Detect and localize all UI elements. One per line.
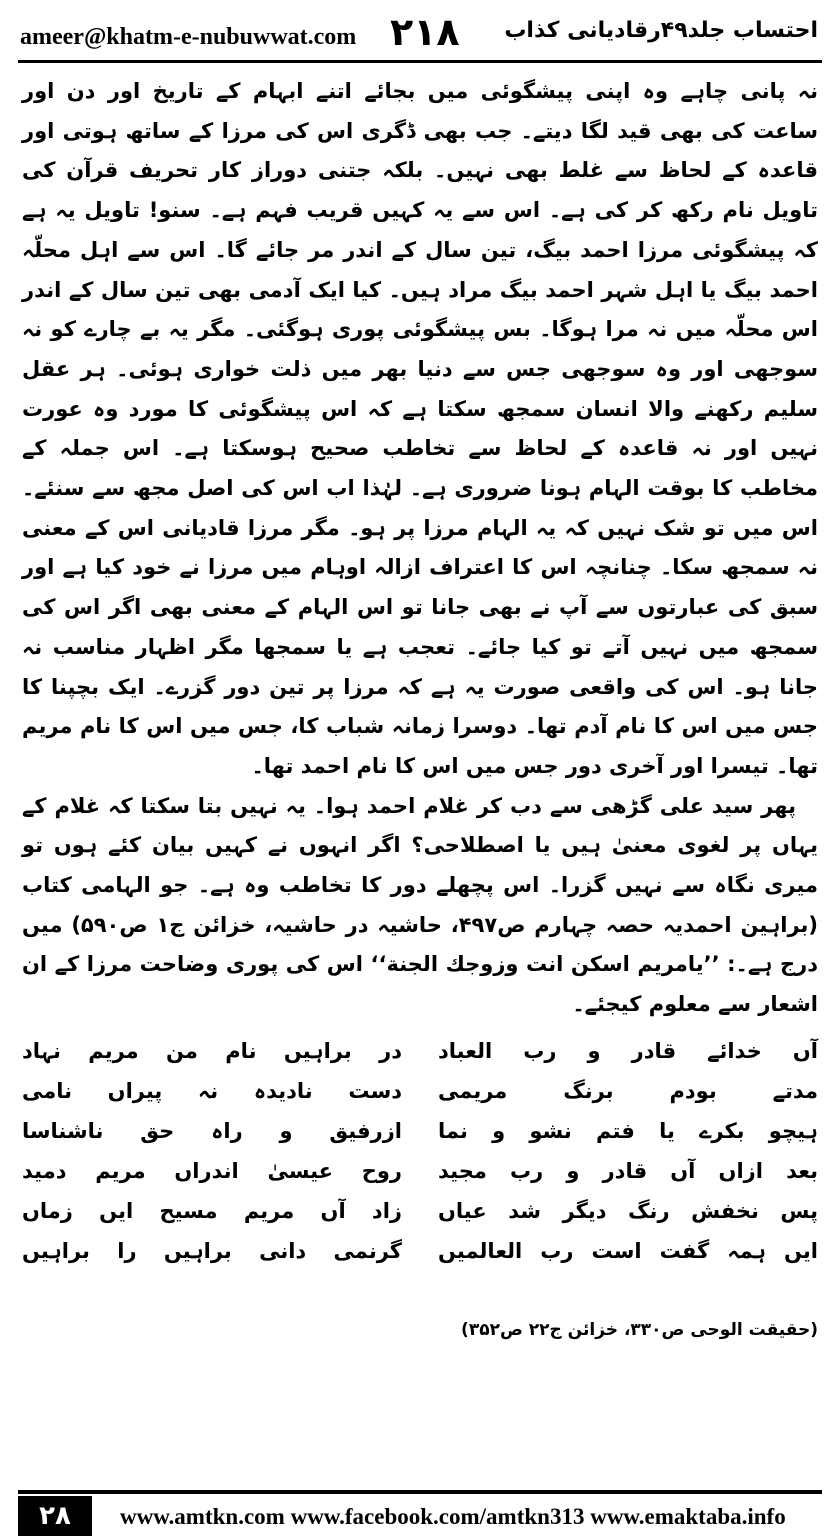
verse-line: مدتے بودم برنگ مریمی [438, 1078, 818, 1103]
header-divider [18, 60, 822, 63]
verses-right-column [438, 1031, 818, 1271]
footer-divider [18, 1490, 822, 1494]
poem-verses [22, 1031, 818, 1311]
verse-line: ازرفیق و راہ حق ناشناسا [22, 1118, 402, 1143]
header-email: ameer@khatm-e-nubuwwat.com [20, 24, 357, 50]
verse-reference: (حقیقت الوحی ص۳۳۰، خزائن ج۲۲ ص۳۵۲) [461, 1319, 818, 1340]
verse-line: آں خدائے قادر و رب العباد [438, 1038, 818, 1063]
paragraph-2: پھر سید علی گڑھی سے دب کر غلام احمد ہوا۔ یہ نہیں بتا سکتا کہ غلام کے یہاں پر لغوی معنیٰ ہیں یا اصطلاحی؟ اگر انہوں نے کہیں بیان کئے ہوں تو میری نگاہ سے نہیں گزرا۔ اس پچھلے دور کا تخاطب وہ ہے۔ جو الہامی کتاب (براہین احمدیہ حصہ چہارم ص۴۹۷، حاشیہ در حاشیہ، خزائن ج۱ ص۵۹۰) میں درج ہے۔: ’’یامریم اسکن انت وزوجك الجنة‘‘ اس کی پوری وضاحت مرزا کے ان اشعار سے معلوم کیجئے۔ [22, 793, 818, 1017]
verse-line: ایں ہمہ گفت است رب العالمیں [438, 1238, 818, 1263]
verse-line: زاد آں مریم مسیح ایں زماں [22, 1198, 402, 1223]
footer-links: www.amtkn.com www.facebook.com/amtkn313 www.emaktaba.info [120, 1504, 786, 1529]
header-title: احتساب جلد۴۹رقادیانی کذاب [504, 18, 818, 43]
paragraph-1: نہ پانی چاہے وہ اپنی پیشگوئی میں بجائے اتنے ابہام کے تاریخ اور دن اور ساعت کی بھی قید لگا دیتے۔ جب بھی ڈگری اس کی مرزا کے ساتھ ہوتی اور قاعدہ کے لحاظ سے غلط بھی نہیں۔ بلکہ جتنی دوراز کار تحریف قرآن کی تاویل نام رکھ کر کی ہے۔ اس سے یہ کہیں قریب فہم ہے۔ سنو! تاویل یہ ہے کہ پیشگوئی مرزا احمد بیگ، تین سال کے اندر مر جائے گا۔ اس سے اہل محلّہ احمد بیگ یا اہل شہر احمد بیگ مراد ہیں۔ کیا ایک آدمی بھی تین سال کے اندر اس محلّہ میں نہ مرا ہوگا۔ بس پیشگوئی پوری ہوگئی۔ مگر یہ بے چارے کو نہ سوجھی اور وہ سوجھی جس سے دنیا بھر میں ذلت خواری ہوئی۔ ہر عقل سلیم رکھنے والا انسان سمجھ سکتا ہے کہ اس پیشگوئی کا مورد وہ عورت نہیں اور نہ قاعدہ کے لحاظ سے تخاطب صحیح ہوسکتا ہے۔ اس جملہ کے مخاطب کا بوقت الہام ہونا ضروری ہے۔ لہٰذا اب اس کی اصل مجھ سے سنئے۔ اس میں تو شک نہیں کہ یہ الہام مرزا پر ہو۔ مگر مرزا قادیانی اس کے معنی نہ سمجھ سکا۔ چنانچہ اس کا اعتراف ازالہ اوہام میں مرزا نے خود کیا ہے اور سبق کی عبارتوں سے آپ نے بھی جانا تو اس الہام کے معنی بھی اگر اس کی سمجھ میں نہیں آتے تو کیا جائے۔ تعجب ہے یا سمجھا مگر اظہار مناسب نہ جانا ہو۔ اس کی واقعی صورت یہ ہے کہ مرزا پر تین دور گزرے۔ ایک بچپنا کا جس میں اس کا نام آدم تھا۔ دوسرا زمانہ شباب کا، جس میں اس کا نام مریم تھا۔ تیسرا اور آخری دور جس میں اس کا نام احمد تھا۔ [22, 79, 818, 778]
verse-line: روح عیسیٰ اندراں مریم دمید [22, 1158, 402, 1183]
footer-page-number: ۲۸ [18, 1496, 92, 1536]
verse-line: گرنمی دانی براہیں را براہیں [22, 1238, 402, 1263]
verse-line: پس نخفش رنگ دیگر شد عیاں [438, 1198, 818, 1223]
verses-left-column [22, 1031, 402, 1271]
page-header [18, 8, 822, 62]
page-body [22, 72, 818, 1412]
verse-line: بعد ازاں آں قادر و رب مجید [438, 1158, 818, 1183]
header-page-number: ۲۱۸ [390, 10, 460, 54]
verse-line: در براہیں نام من مریم نہاد [22, 1038, 402, 1063]
verse-line: دست نادیدہ نہ پیراں نامی [22, 1078, 402, 1103]
verse-line: ہیچو بکرے یا فتم نشو و نما [438, 1118, 818, 1143]
